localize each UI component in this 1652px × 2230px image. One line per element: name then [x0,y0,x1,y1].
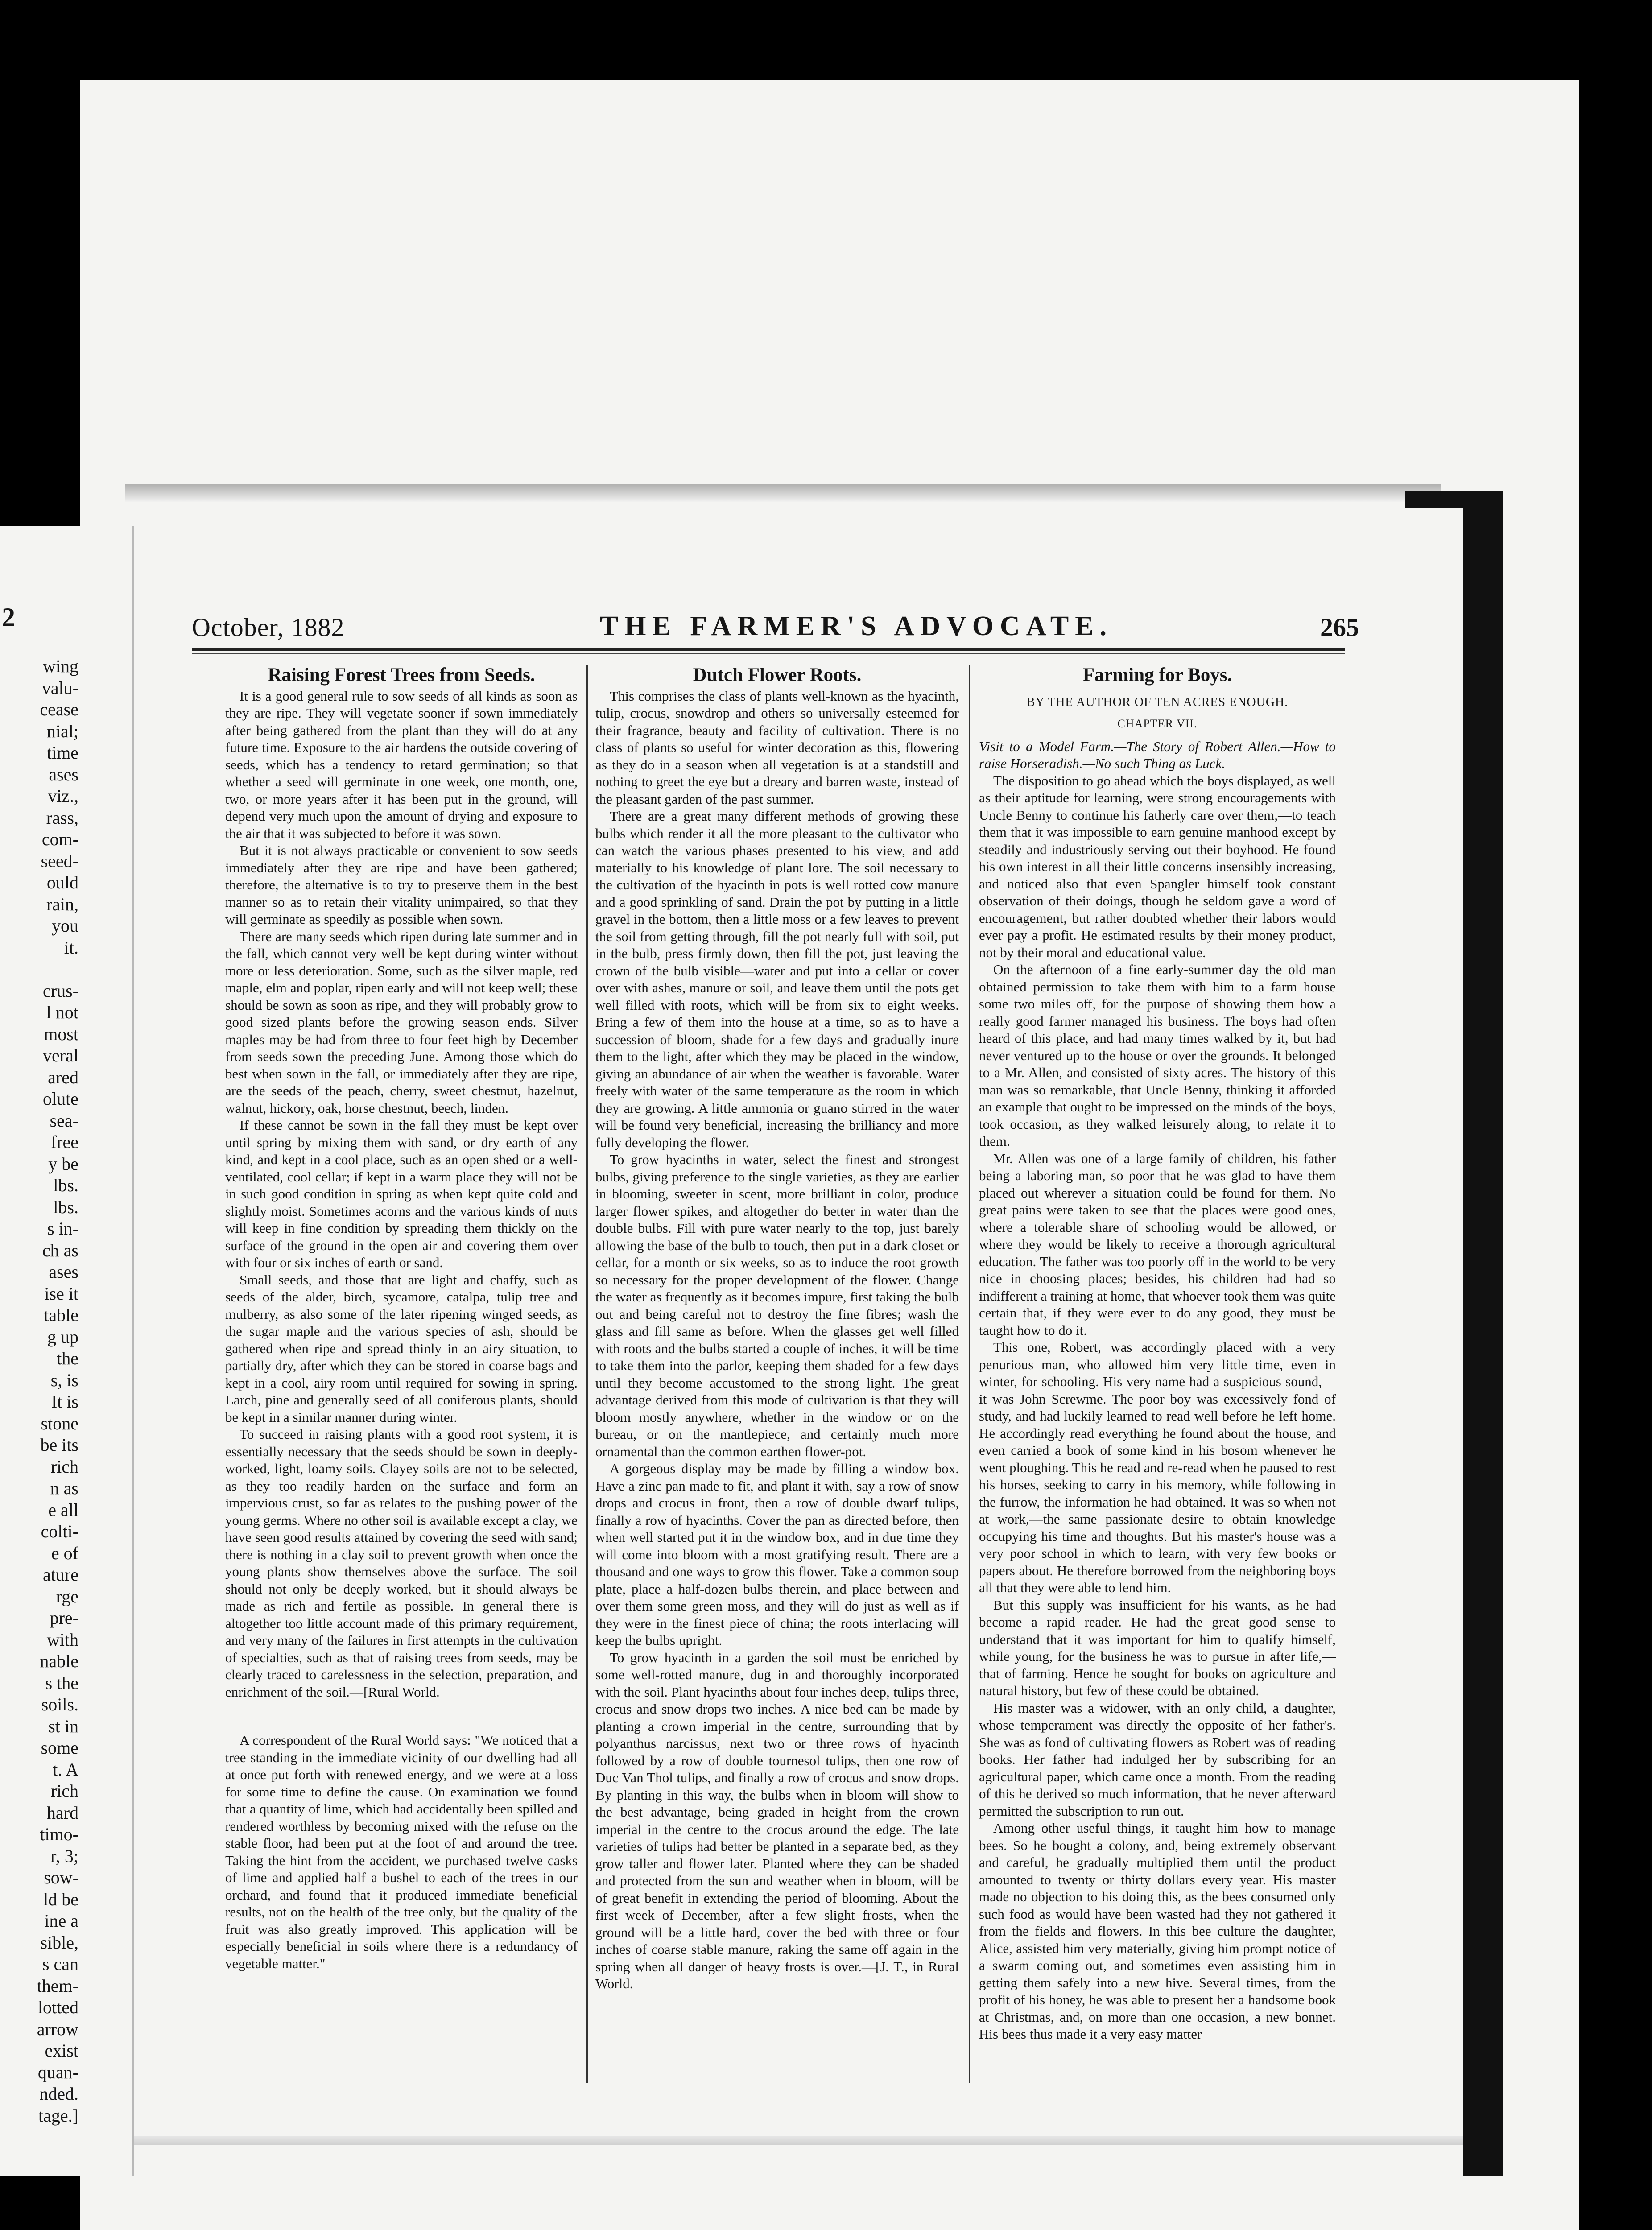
left-page-fragment [0,526,80,2176]
chapter-heading: CHAPTER VII. [1117,717,1198,730]
article-dutch-flower-roots [595,667,959,2107]
page-gutter [132,526,134,2176]
paragraph: But this supply was insufficient for his wants, as he had become a rapid reader. He had the great good sense to understand that it was important for him to qualify himself, while young, for the business he was to pursue in after life,—that of farming. Hence he sought for books on agriculture and natural history, but few of these could be obtained. [979,1597,1336,1698]
paragraph: A gorgeous display may be made by filling a window box. Have a zinc pan made to fit, and plant it with, say a row of snow drops and crocus in front, then a row of double dwarf tulips, finally a row of hyacinths. Cover the pan as directed before, then when well started put it in the window box, and in due time they will come into bloom with a most gratifying result. There are a thousand and one ways to grow this flower. Take a common soup plate, place a half-dozen bulbs therein, and place between and over them some green moss, and they will do just as well as if they were in the finest piece of china; the roots interlacing will keep the bulbs upright. [595,1461,959,1648]
article-byline: BY THE AUTHOR OF TEN ACRES ENOUGH. [1026,695,1289,709]
left-page-text: wing valu- cease nial; time ases viz., rass, com- seed- ould rain, you it. crus- l not most veral ared olute sea- free y be lbs. lbs. s in- ch as ases ise it table g up the s, is It is stone be its rich n as e all colti- e of ature rge pre- with nable s the soils. st in some t. A rich hard timo- r, 3; sow- ld be ine a sible, s can them- lotted arrow exist quan- nded. tage.] [37,656,78,2126]
paragraph: This one, Robert, was accordingly placed with a very penurious man, who allowed him very little time, even in winter, for schooling. His very name had a suspicious sound,—it was John Screwme. The poor boy was excessively fond of study, and had luckily learned to read well before he left home. He accordingly read everything he found about the house, and even carried a book of some kind in his bosom whenever he went ploughing. This he read and re-read when he paused to rest his horses, seeking to carry in his memory, while following in the furrow, the information he had obtained. It was so when not at work,—the same passionate desire to obtain knowledge occupying his time and thoughts. But his master's house was a very poor school in which to learn, with very few books or papers about. He therefore borrowed from the neighboring boys all that they were able to lend him. [979,1339,1336,1595]
paragraph: There are many seeds which ripen during late summer and in the fall, which cannot very well be kept during winter without more or less deterioration. Some, such as the silver maple, red maple, elm and poplar, ripen early and will not keep well; these should be sown as soon as ripe, and they will probably grow to good sized plants before the growing season ends. Silver maples may be had from three to four feet high by December from seeds sown the preceding June. Among those which do best when sown in the fall, or immediately after they are ripe, are the seeds of the peach, cherry, sweet chestnut, hazelnut, walnut, hickory, oak, horse chestnut, beech, linden. [225,928,578,1116]
page-bottom-edge [134,2136,1463,2145]
article-farming-for-boys [979,667,1336,2107]
masthead-rule [192,648,1345,651]
page-number: 265 [1320,613,1359,642]
paragraph: His master was a widower, with an only child, a daughter, whose temperament was directly the opposite of her father's. She was as fond of cultivating flowers as Robert was of reading books. Her father had indulged her by subscribing for an agricultural paper, which came once a month. From the reading of this he derived so much information, that he never afterward permitted the subscription to run out. [979,1700,1336,1819]
newspaper-title: THE FARMER'S ADVOCATE. [599,611,1113,641]
paragraph: On the afternoon of a fine early-summer day the old man obtained permission to take them with him to a farm house some two miles off, for the purpose of showing them how a really good farmer managed his business. The boys had often heard of this place, and had many times walked by it, but had never ventured up to the house or over the grounds. It belonged to a Mr. Allen, and consisted of sixty acres. The history of this man was so remarkable, that Uncle Benny, thinking it afforded an example that ought to be impressed on the minds of the boys, took occasion, as they walked leisurely along, to relate it to them. [979,962,1336,1149]
paragraph: The disposition to go ahead which the boys displayed, as well as their aptitude for learning, were strong encouragements with Uncle Benny to continue his fatherly care over them,—to teach them that it was impossible to earn genuine manhood except by steadily and industriously serving out their boyhood. He found his own interest in all their little concerns insensibly increasing, and noticed also that even Spangler himself took constant observation of their doings, though he seldom gave a word of encouragement, but rather doubted whether their labors would ever pay a profit. He estimated results by their money product, not by their moral and educational value. [979,772,1336,960]
page-fold-shadow [125,484,1441,502]
paragraph: There are a great many different methods of growing these bulbs which render it all the more pleasant to the cultivator who can watch the various phases presented to his view, and add materially to his knowledge of plant lore. The soil necessary to the cultivation of the hyacinth in pots is well rotted cow manure and a good sprinkling of sand. Drain the pot by putting in a little gravel in the bottom, then a little moss or a few leaves to prevent the soil from getting through, fill the pot nearly full with soil, put in the bulb, press firmly down, then fill the pot, just leaving the crown of the bulb visible—water and put into a cellar or cover over with ashes, manure or soil, and leave them until the pots get well filled with roots, which will be from six to eight weeks. Bring a few of them into the house at a time, so as to have a succession of bloom, shade for a few days and gradually inure them to the light, after which they may be placed in the window, giving an abundance of air when the weather is favorable. Water freely with water of the same temperature as the room in which they are growing. A little ammonia or guano stirred in the water will be found very beneficial, increasing the brilliancy and more fully developing the flower. [595,808,959,1150]
column-divider [969,665,970,2083]
article-heading: Farming for Boys. [1082,667,1232,686]
article-heading: Raising Forest Trees from Seeds. [268,667,535,686]
paragraph: It is a good general rule to sow seeds of all kinds as soon as they are ripe. They will vegetate sooner if sown immediately after being gathered from the plant than they will do at any future time. Exposure to the air hardens the outside covering of seeds, which has a tendency to retard germination; so that whether a seed will germinate in one week, one month, one, two, or more years after it has been put in the ground, will depend very much upon the amount of drying and exposure to the air that it was subjected to before it was sown. [225,688,578,841]
issue-date: October, 1882 [192,613,345,642]
paragraph: Mr. Allen was one of a large family of children, his father being a laboring man, so poor that he was glad to have them placed out wherever a situation could be found for them. No great pains were taken to see that the places were good ones, where a tolerable share of schooling would be allowed, or where they would be likely to receive a thorough agricultural education. The father was too poorly off in the world to be very nice in choosing places; besides, his children had had so indifferent a training at home, that whoever took them was quite certain that, if they were ever to do any good, they must be taught how to do it. [979,1150,1336,1338]
binding-edge [1463,500,1503,2176]
paragraph: But it is not always practicable or convenient to sow seeds immediately after they are ripe and have been gathered; therefore, the alternative is to try to preserve them in the best manner so as to retain their vitality unimpaired, so that they will germinate as speedily as possible when sown. [225,842,578,927]
paragraph: A correspondent of the Rural World says: "We noticed that a tree standing in the immediate vicinity of our dwelling had all at once put forth with renewed energy, and we were at a loss for some time to define the cause. On examination we found that a quantity of lime, which had accidentally been spilled and rendered worthless by becoming mixed with the refuse on the stable floor, had been put at the foot of and around the tree. Taking the hint from the accident, we purchased twelve casks of lime and applied half a bushel to each of the trees in our orchard, and found that it produced immediate beneficial results, not on the health of the tree only, but the quality of the fruit was also greatly improved. This application will be especially beneficial in soils where there is a redundancy of vegetable matter." [225,1732,578,1971]
paragraph: To grow hyacinths in water, select the finest and strongest bulbs, giving preference to the single varieties, as they are earlier in blooming, sweeter in scent, more brilliant in color, produce larger flower spikes, and altogether do better in water than the double bulbs. Fill with pure water nearly to the top, just barely allowing the base of the bulb to touch, then put in a dark closet or cellar, for a month or six weeks, so as to induce the root growth so necessary for the proper development of the flower. Change the water as frequently as it becomes impure, first taking the bulb out and being careful not to destroy the fine fibres; wash the glass and fill same as before. When the glasses get well filled with roots and the bulbs started a couple of inches, it will be time to take them into the parlor, keeping them shaded for a few days until they become accustomed to the strong light. The great advantage derived from this mode of cultivation is that they will bloom mostly anywhere, whether in the window or on the bureau, or on the mantlepiece, and certainly much more ornamental than the common earthen flower-pot. [595,1152,959,1459]
left-page-number: 2 [2,603,15,632]
paragraph: If these cannot be sown in the fall they must be kept over until spring by mixing them with sand, or dry earth of any kind, and kept in a cool place, such as an open shed or a well-ventilated, cool cellar; if kept in a warm place they will not be in such good condition in spring as when kept quite cold and slightly moist. Sometimes acorns and the various kinds of nuts will keep in fine condition by spreading them thickly on the surface of the ground in the open air and covering them over with four or six inches of earth or sand. [225,1117,578,1270]
masthead-rule-thin [192,653,1345,654]
article-heading: Dutch Flower Roots. [693,667,862,686]
paragraph: Small seeds, and those that are light and chaffy, such as seeds of the alder, birch, sycamore, catalpa, tulip tree and mulberry, as also some of the later ripening winged seeds, as the sugar maple and the various species of ash, should be gathered when ripe and spread thinly in an airy situation, to partially dry, after which they can be stored in coarse bags and kept in a cool, airy room until required for sowing in spring. Larch, pine and generally seed of all coniferous plants, should be kept in a similar manner during winter. [225,1272,578,1425]
paragraph: Among other useful things, it taught him how to manage bees. So he bought a colony, and, being extremely observant and careful, he gradually multiplied them until the product amounted to twenty or thirty dollars every year. His master made no objection to his doing this, as the bees consumed only such food as would have been wasted had they not gathered it from the fields and flowers. In this bee culture the daughter, Alice, assisted him very materially, giving him prompt notice of a swarm coming out, and sometimes even assisting him in getting them safely into a new hive. Several times, from the profit of his honey, he was able to present her a handsome book at Christmas, and, on more than one occasion, a new bonnet. His bees thus made it a very easy matter [979,1820,1336,2042]
masthead [192,611,1359,652]
column-divider [586,665,588,2083]
article-raising-forest-trees [225,667,578,2107]
chapter-summary: Visit to a Model Farm.—The Story of Robert Allen.—How to raise Horseradish.—No such Thing as Luck. [979,738,1336,771]
paragraph: This comprises the class of plants well-known as the hyacinth, tulip, crocus, snowdrop and others so universally esteemed for their fragrance, beauty and facility of cultivation. There is no class of plants so useful for winter decoration as this, flowering as they do in a season when all vegetation is at a standstill and nothing to greet the eye but a dreary and barren waste, instead of the pleasant garden of the past summer. [595,688,959,807]
paragraph: To succeed in raising plants with a good root system, it is essentially necessary that the seeds should be sown in deeply-worked, light, loamy soils. Clayey soils are not to be selected, as they too readily harden on the surface and form an impervious crust, so far as relates to the pushing power of the young germs. Where no other soil is available except a clay, we have seen good results attained by covering the seed with sand; there is nothing in a clay soil to prevent growth when once the young plants show themselves above the surface. The soil should not only be deeply worked, but it should always be made as rich and fertile as possible. In general there is altogether too little account made of this primary requirement, and very many of the failures in first attempts in the cultivation of specialties, such as that of raising trees from seeds, may be clearly traced to carelessness in the selection, preparation, and enrichment of the soil.—[Rural World. [225,1426,578,1700]
paragraph: To grow hyacinth in a garden the soil must be enriched by some well-rotted manure, dug in and thoroughly incorporated with the soil. Plant hyacinths about four inches deep, tulips three, crocus and snow drops two inches. A nice bed can be made by planting a crown imperial in the centre, surrounding that by polyanthus narcissus, next two or three rows of hyacinth followed by a row of double tournesol tulips, then one row of Duc Van Thol tulips, and finally a row of crocus and snow drops. By planting in this way, the bulbs when in bloom will show to the best advantage, being graded in height from the crown imperial in the centre to the crocus around the edge. The late varieties of tulips had better be planted in a separate bed, as they grow taller and flower later. Planted where they can be shaded and protected from the sun and weather when in bloom, will be of great benefit in extending the period of blooming. About the first week of December, after a few slight frosts, when the ground will be a little hard, cover the bed with three or four inches of coarse stable manure, raking the same off again in the spring when all danger of heavy frosts is over.—[J. T., in Rural World. [595,1649,959,1991]
